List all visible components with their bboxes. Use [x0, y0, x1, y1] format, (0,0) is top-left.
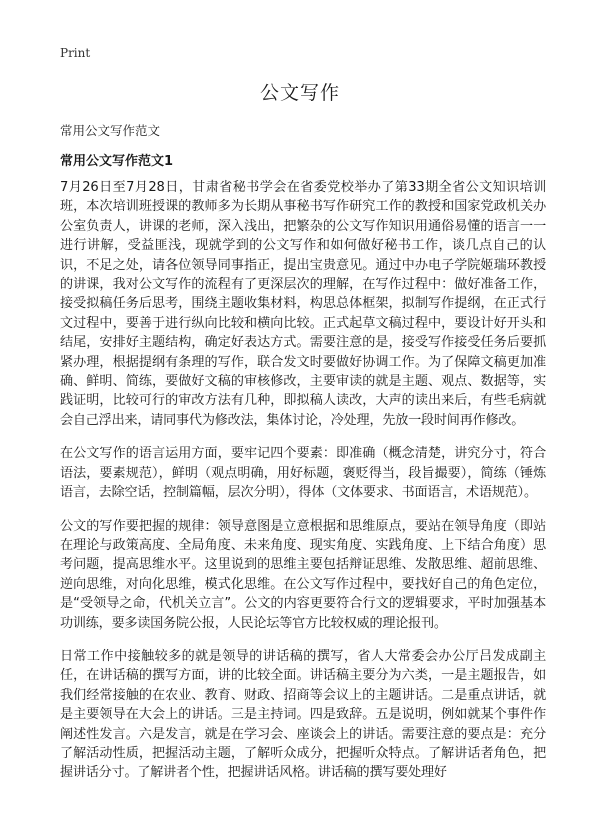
document-body [60, 178, 546, 797]
paragraph-speech-drafting: 日常工作中接触较多的就是领导的讲话稿的撰写，省人大常委会办公厅吕发成副主任，在讲话稿的撰写方面，讲的比较全面。讲话稿主要分为六类，一是主题报告，如我们经常接触的在农业、教育、财政、招商等会议上的主题讲话。二是重点讲话，就是主要领导在大会上的讲话。三是主持词。四是致辞。五是说明，例如就某个事件作阐述性发言。六是发言，就是在学习会、座谈会上的讲话。需要注意的要点是：充分了解活动性质，把握活动主题，了解听众成分，把握听众特点。了解讲话者角色，把握讲话分寸。了解讲者个性，把握讲话风格。讲话稿的撰写要处理好 [60, 648, 546, 781]
paragraph-writing-rules: 公文的写作要把握的规律：领导意图是立意根据和思维原点，要站在领导角度（即站在理论与政策高度、全局角度、未来角度、现实角度、实践角度、上下结合角度）思考问题，提高思维水平。这里说到的思维主要包括辩证思维、发散思维、超前思维、逆向思维，对向化思维，模式化思维。在公文写作过程中，要找好自己的角色定位，是“受领导之命，代机关立言”。公文的内容更要符合行文的逻辑要求，平时加强基本功训练，要多读国务院公报，人民论坛等官方比较权威的理论报刊。 [60, 518, 546, 631]
paragraph-language-elements: 在公文写作的语言运用方面，要牢记四个要素：即准确（概念清楚，讲究分寸，符合语法，要素规范），鲜明（观点明确，用好标题，褒贬得当，段旨撮要），简练（锤炼语言，去除空话，控制篇幅，层次分明），得体（文体要求、书面语言，术语规范）。 [60, 446, 546, 501]
document-title: 公文写作 [259, 82, 340, 104]
paragraph-training-overview: 7月26日至7月28日，甘肃省秘书学会在省委党校举办了第33期全省公文知识培训班，本次培训班授课的教师多为长期从事秘书写作研究工作的教授和国家党政机关办公室负责人，讲课的老师，深入浅出，把繁杂的公文写作知识用通俗易懂的语言一一进行讲解，受益匪浅，现就学到的公文写作和如何做好秘书工作，谈几点自己的认识，不足之处，请各位领导同事指正，提出宝贵意见。通过中办电子学院姬瑞环教授的讲课，我对公文写作的流程有了更深层次的理解，在写作过程中：做好准备工作，接受拟稿任务后思考，围绕主题收集材料，构思总体框架，拟制写作提纲，在正式行文过程中，要善于进行纵向比较和横向比较。正式起草文稿过程中，要设计好开头和结尾，安排好主题结构，确定好表达方式。需要注意的是，接受写作接受任务后要抓紧办理，根据提纲有条理的写作，联合发文时要做好协调工作。为了保障文稿更加准确、鲜明、简练，要做好文稿的审核修改，主要审读的就是主题、观点、数据等，实践证明，比较可行的审改方法有几种，即拟稿人读改，大声的读出来后，有些毛病就会自己浮出来，请同事代为修改法，集体讨论，冷处理，先放一段时间再作修改。 [60, 180, 546, 428]
document-subtitle: 常用公文写作范文 [60, 123, 161, 138]
section-heading: 常用公文写作范文1 [60, 154, 174, 169]
print-link[interactable]: Print [60, 46, 91, 60]
